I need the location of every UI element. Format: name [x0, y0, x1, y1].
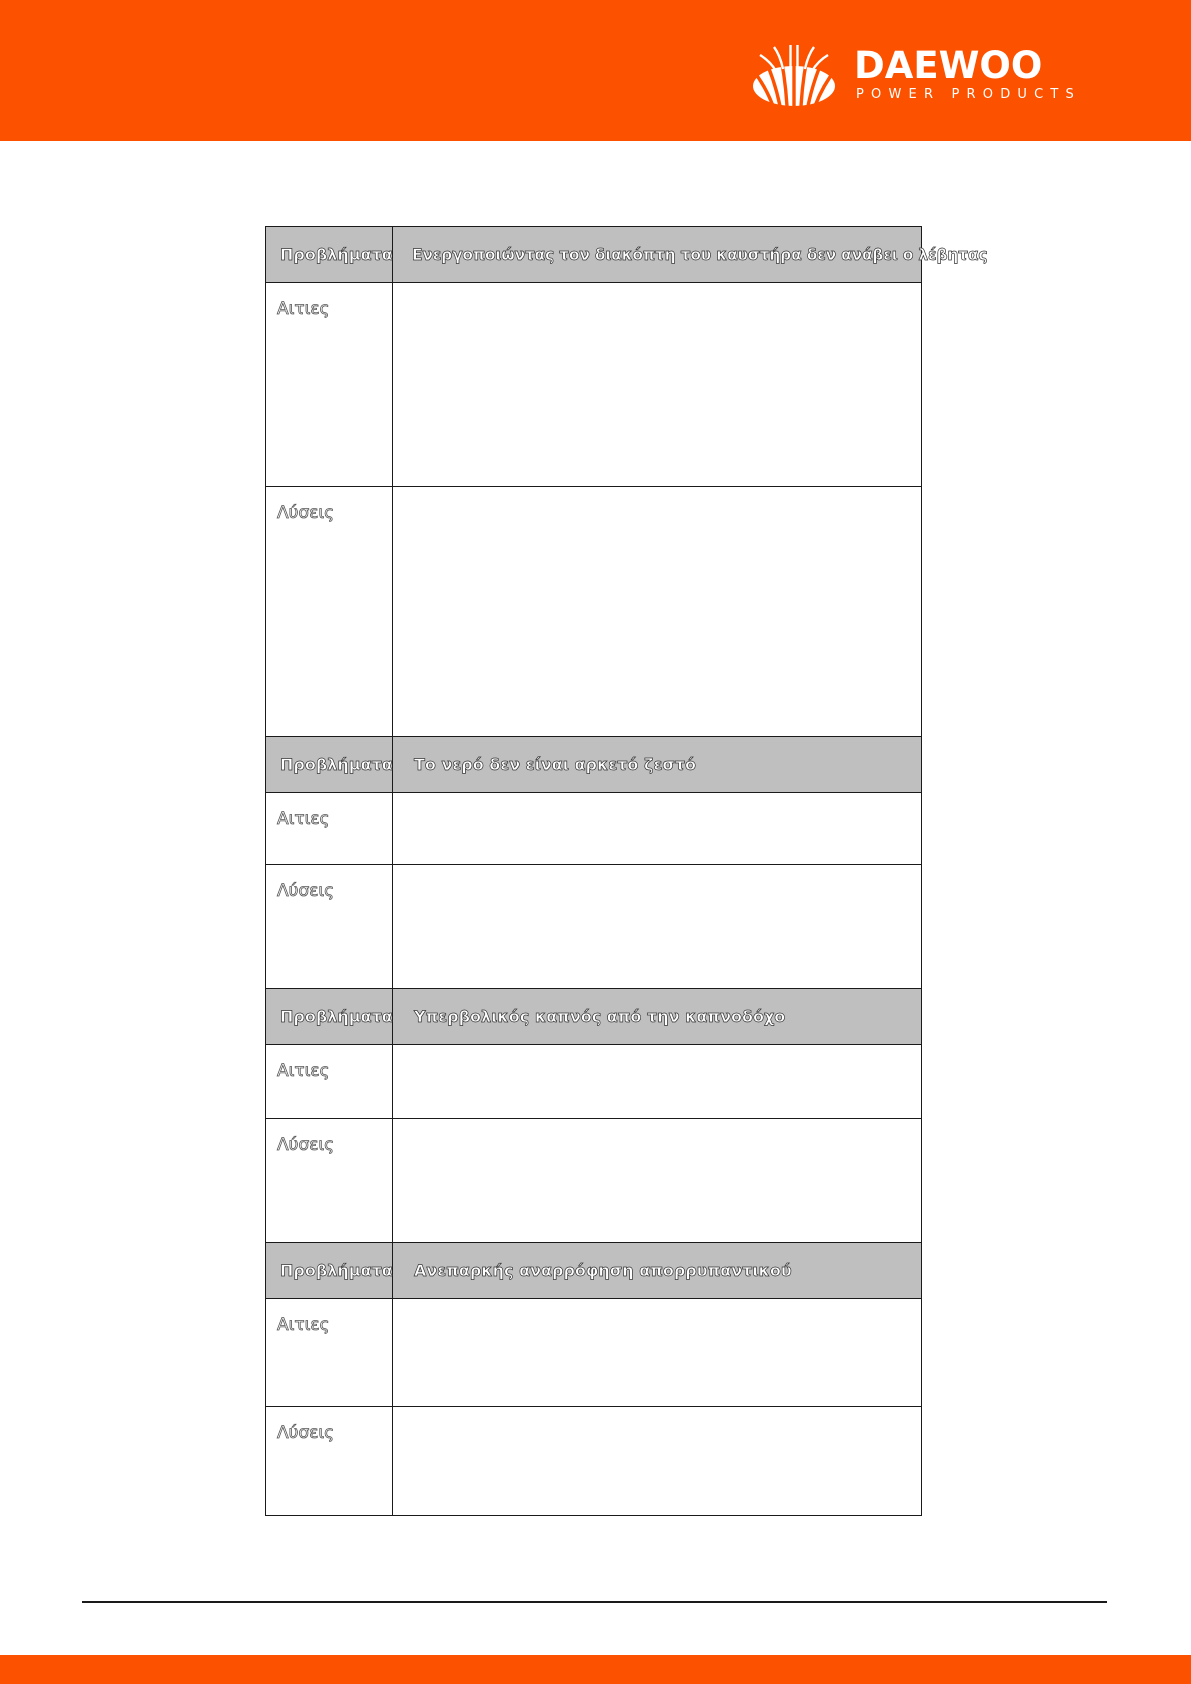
causes-row — [266, 1045, 922, 1119]
causes-label-cell — [266, 793, 393, 865]
solutions-content-cell — [393, 865, 922, 989]
problem-row — [266, 737, 922, 793]
problem-row — [266, 989, 922, 1045]
causes-row — [266, 1299, 922, 1407]
solutions-row — [266, 487, 922, 737]
solutions-content-cell — [393, 1119, 922, 1243]
problem-row — [266, 227, 922, 283]
problem-label: Προβλήματα — [280, 1007, 393, 1026]
problem-label-cell — [266, 989, 393, 1045]
problem-label: Προβλήματα — [280, 1261, 393, 1280]
footer-band — [0, 1655, 1191, 1684]
problem-label-cell — [266, 737, 393, 793]
causes-label: Αιτιες — [277, 1315, 330, 1335]
causes-label: Αιτιες — [277, 299, 330, 319]
solutions-label: Λύσεις — [277, 1135, 335, 1155]
causes-row — [266, 283, 922, 487]
troubleshooting-table — [265, 226, 988, 1516]
causes-label-cell — [266, 1045, 393, 1119]
causes-content-cell — [393, 1299, 922, 1407]
solutions-content-cell — [393, 1407, 922, 1516]
causes-content-cell — [393, 793, 922, 865]
problem-title-cell — [393, 1243, 922, 1299]
solutions-label-cell — [266, 1119, 393, 1243]
problem-row — [266, 1243, 922, 1299]
causes-label-cell — [266, 283, 393, 487]
solutions-row — [266, 865, 922, 989]
solutions-label-cell — [266, 487, 393, 737]
problem-title: Υπερβολικός καπνός από την καπνοδόχο — [414, 1007, 786, 1026]
problem-title-cell — [393, 737, 922, 793]
causes-label: Αιτιες — [277, 809, 330, 829]
problem-title-cell — [393, 989, 922, 1045]
problem-label-cell — [266, 1243, 393, 1299]
solutions-content-cell — [393, 487, 922, 737]
solutions-label: Λύσεις — [277, 503, 335, 523]
problem-label: Προβλήματα — [280, 245, 393, 264]
solutions-label-cell — [266, 1407, 393, 1516]
causes-row — [266, 793, 922, 865]
solutions-label: Λύσεις — [277, 1423, 335, 1443]
daewoo-logo — [752, 43, 1082, 107]
solutions-label-cell — [266, 865, 393, 989]
footer-divider — [82, 1601, 1107, 1603]
solutions-label: Λύσεις — [277, 881, 335, 901]
causes-content-cell — [393, 1045, 922, 1119]
header-band — [0, 0, 1191, 141]
daewoo-fan-icon — [752, 43, 840, 107]
problem-title: Το νερό δεν είναι αρκετό ζεστό — [414, 755, 697, 774]
problem-label-cell — [266, 227, 393, 283]
causes-label-cell — [266, 1299, 393, 1407]
solutions-row — [266, 1407, 922, 1516]
problem-title-cell — [393, 227, 988, 283]
causes-content-cell — [393, 283, 922, 487]
problem-title: Ανεπαρκής αναρρόφηση απορρυπαντικού — [414, 1261, 792, 1280]
problem-title: Ενεργοποιώντας τον διακόπτη του καυστήρα δεν ανάβει ο λέβητας — [412, 245, 988, 264]
solutions-row — [266, 1119, 922, 1243]
causes-label: Αιτιες — [277, 1061, 330, 1081]
brand-tagline: POWER PRODUCTS — [856, 87, 1082, 102]
brand-name: DAEWOO — [854, 44, 1043, 87]
problem-label: Προβλήματα — [280, 755, 393, 774]
